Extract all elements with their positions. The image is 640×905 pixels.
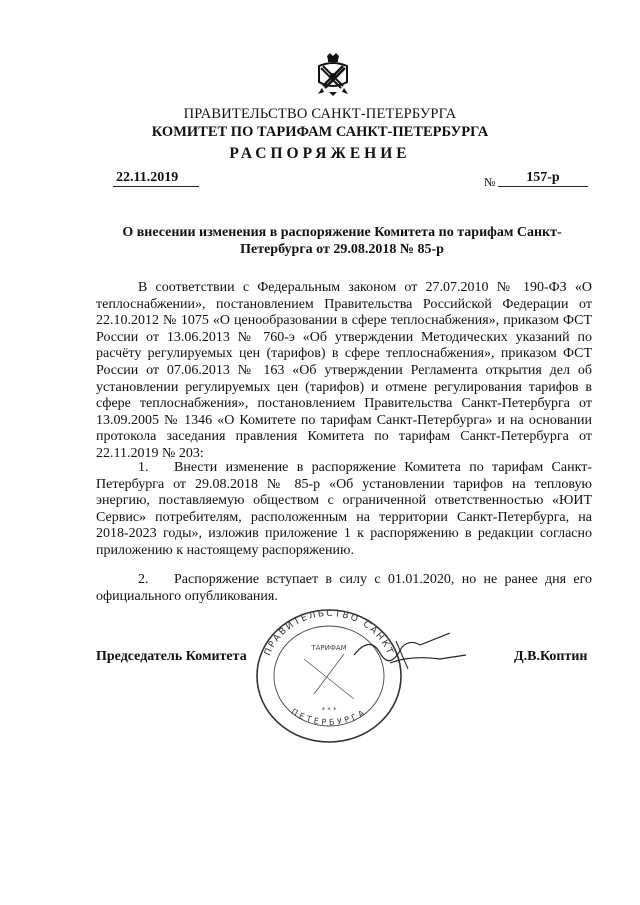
- number-sign: №: [484, 175, 496, 189]
- item-number: 1.: [138, 460, 149, 475]
- list-item: [96, 572, 592, 605]
- document-type: РАСПОРЯЖЕНИЕ: [229, 145, 411, 162]
- item-text: Внести изменение в распоряжение Комитета по тарифам Санкт-Петербурга от 29.08.2018 № 85-р «Об установлении тарифов на тепловую энергию, поставляемую обществом с ограниченной ответственностью «ЮИТ Сервис» потребителям, расположенным на территории Санкт-Петербурга, на 2018-2023 годы», изложив приложение 1 к распоряжению в редакции согласно приложению к настоящему распоряжению.: [96, 460, 592, 558]
- document-number-block: [484, 170, 590, 190]
- svg-text:ПЕТЕРБУРГА: ПЕТЕРБУРГА: [289, 707, 369, 727]
- preamble-paragraph: В соответствии с Федеральным законом от 27.07.2010 № 190-ФЗ «О теплоснабжении», постановлением Правительства Российской Федерации от 22.10.2012 № 1075 «О ценообразовании в сфере теплоснабжения», приказом ФСТ России от 13.06.2013 № 760-э «Об утверждении Методических указаний по расчёту регулируемых цен (тарифов) в сфере теплоснабжения», приказом ФСТ России от 07.06.2013 № 163 «Об утверждении Регламента открытия дел об установлении регулируемых цен (тарифов) и отмене регулирования тарифов в сфере теплоснабжения», постановлением Правительства Санкт-Петербурга от 13.09.2005 № 1346 «О Комитете по тарифам Санкт-Петербурга» и на основании протокола заседания правления Комитета по тарифам Санкт-Петербурга от 22.11.2019 № 203:: [96, 280, 592, 461]
- svg-text:ПРАВИТЕЛЬСТВО САНКТ: ПРАВИТЕЛЬСТВО САНКТ: [262, 608, 395, 658]
- item-number: 2.: [138, 572, 149, 587]
- document-number: 157-р: [498, 170, 588, 187]
- signatory-name: Д.В.Коптин: [514, 649, 588, 664]
- document-title: О внесении изменения в распоряжение Комитета по тарифам Санкт-Петербурга от 29.08.2018 № 85-р: [122, 225, 562, 257]
- signatory-position: Председатель Комитета: [96, 649, 247, 664]
- committee-name: КОМИТЕТ ПО ТАРИФАМ САНКТ-ПЕТЕРБУРГА: [151, 124, 489, 140]
- coat-of-arms-icon: [313, 52, 353, 98]
- svg-text:ТАРИФАМ: ТАРИФАМ: [311, 644, 347, 652]
- item-text: Распоряжение вступает в силу с 01.01.2020, но не ранее дня его официального опубликования.: [96, 572, 592, 604]
- handwritten-signature-icon: [350, 625, 470, 685]
- list-item: [96, 460, 592, 560]
- document-date: 22.11.2019: [113, 170, 199, 187]
- svg-text:* * *: * * *: [321, 706, 337, 714]
- government-name: ПРАВИТЕЛЬСТВО САНКТ-ПЕТЕРБУРГА: [183, 106, 457, 122]
